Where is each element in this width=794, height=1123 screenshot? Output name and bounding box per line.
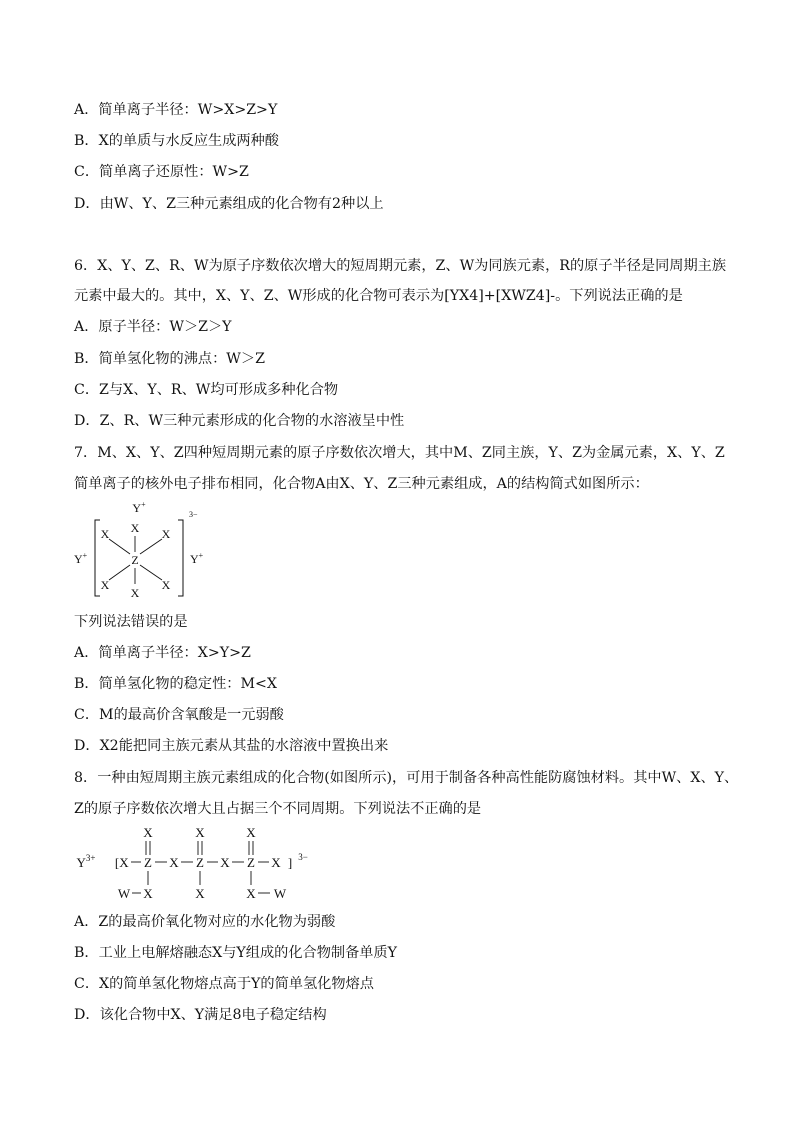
q7-ligand-bottom: X xyxy=(130,586,140,600)
q7-ligand-top: X xyxy=(130,521,140,535)
q8-top-x-2: X xyxy=(195,825,205,840)
q5-option-d: D．由W、Y、Z三种元素组成的化合物有2种以上 xyxy=(74,196,384,212)
q7-ligand-lower-right: X xyxy=(161,578,171,592)
q7-option-c: C．M的最高价含氧酸是一元弱酸 xyxy=(74,707,284,723)
q8-top-x-3: X xyxy=(246,825,256,840)
q8-x-3: X xyxy=(220,855,230,870)
q8-bottom-w-1: W xyxy=(117,886,131,901)
q8-x-1: X xyxy=(119,855,129,870)
q5-option-b: B．X的单质与水反应生成两种酸 xyxy=(74,133,279,149)
q8-left-bracket: [ xyxy=(114,855,120,870)
q6-option-d: D．Z、R、W三种元素形成的化合物的水溶液呈中性 xyxy=(74,413,405,429)
q7-left-cation: Y+ xyxy=(74,551,88,566)
q8-cation: $Y^{3+}$ xyxy=(76,853,96,870)
q6-stem-line2: 元素中最大的。其中，X、Y、Z、W形成的化合物可表示为[YX4]+[XWZ4]-。下列说法正确的是 xyxy=(74,288,683,304)
q7-right-bracket xyxy=(178,520,183,596)
q8-option-c: C．X的简单氢化物熔点高于Y的简单氢化物熔点 xyxy=(74,976,374,992)
q6-stem-line1: 6．X、Y、Z、R、W为原子序数依次增大的短周期元素，Z、W为同族元素，R的原子半径是同周期主族 xyxy=(74,258,727,274)
q7-octahedral-structure xyxy=(68,500,218,608)
q8-top-x-1: X xyxy=(143,825,153,840)
q8-option-d: D．该化合物中X、Y满足8电子稳定结构 xyxy=(74,1007,327,1023)
q8-x-2: X xyxy=(169,855,179,870)
q7-stem-line2: 简单离子的核外电子排布相同，化合物A由X、Y、Z三种元素组成，A的结构简式如图所示： xyxy=(74,476,649,492)
q8-option-b: B．工业上电解熔融态X与Y组成的化合物制备单质Y xyxy=(74,945,398,961)
q6-option-c: C．Z与X、Y、R、W均可形成多种化合物 xyxy=(74,382,339,398)
q8-z-3: Z xyxy=(247,855,255,870)
q8-chain-structure xyxy=(74,822,314,904)
q7-question: 下列说法错误的是 xyxy=(74,614,188,630)
q7-option-b: B．简单氢化物的稳定性：M<X xyxy=(74,676,278,692)
q7-option-a: A．简单离子半径：X>Y>Z xyxy=(74,645,251,661)
q8-bottom-x-2: X xyxy=(195,886,205,901)
q8-z-1: Z xyxy=(144,855,152,870)
q8-stem-line2: Z的原子序数依次增大且占据三个不同周期。下列说法不正确的是 xyxy=(74,801,482,817)
q8-bottom-x-1: X xyxy=(143,886,153,901)
q7-stem-line1: 7．M、X、Y、Z四种短周期元素的原子序数依次增大，其中M、Z同主族，Y、Z为金属元素，X、Y、Z xyxy=(74,445,725,461)
q7-left-bracket xyxy=(95,520,100,596)
q8-bottom-x-3: X xyxy=(246,886,256,901)
q7-right-cation: Y+ xyxy=(190,551,204,566)
q7-charge: 3− xyxy=(189,510,198,519)
q7-ligand-upper-right: X xyxy=(161,527,171,541)
q6-option-a: A．原子半径：W＞Z＞Y xyxy=(74,319,232,335)
q8-stem-line1: 8．一种由短周期主族元素组成的化合物(如图所示)，可用于制备各种高性能防腐蚀材料。其中W、X、Y、 xyxy=(74,770,739,786)
q7-top-cation: Y+ xyxy=(132,500,146,515)
q8-bottom-w-2: W xyxy=(273,886,287,901)
q6-option-b: B．简单氢化物的沸点：W＞Z xyxy=(74,351,265,367)
q5-option-c: C．简单离子还原性：W>Z xyxy=(74,164,249,180)
q8-x-4: X xyxy=(271,855,281,870)
q5-option-a: A．简单离子半径：W>X>Z>Y xyxy=(74,102,278,118)
q8-right-bracket: ] xyxy=(287,855,293,870)
q7-ligand-lower-left: X xyxy=(100,578,110,592)
q8-charge: 3− xyxy=(298,852,308,862)
q8-z-2: Z xyxy=(196,855,204,870)
q7-ligand-upper-left: X xyxy=(100,527,110,541)
q8-option-a: A．Z的最高价氧化物对应的水化物为弱酸 xyxy=(74,914,336,930)
q7-center-atom: Z xyxy=(131,553,139,567)
q7-option-d: D．X2能把同主族元素从其盐的水溶液中置换出来 xyxy=(74,738,389,754)
